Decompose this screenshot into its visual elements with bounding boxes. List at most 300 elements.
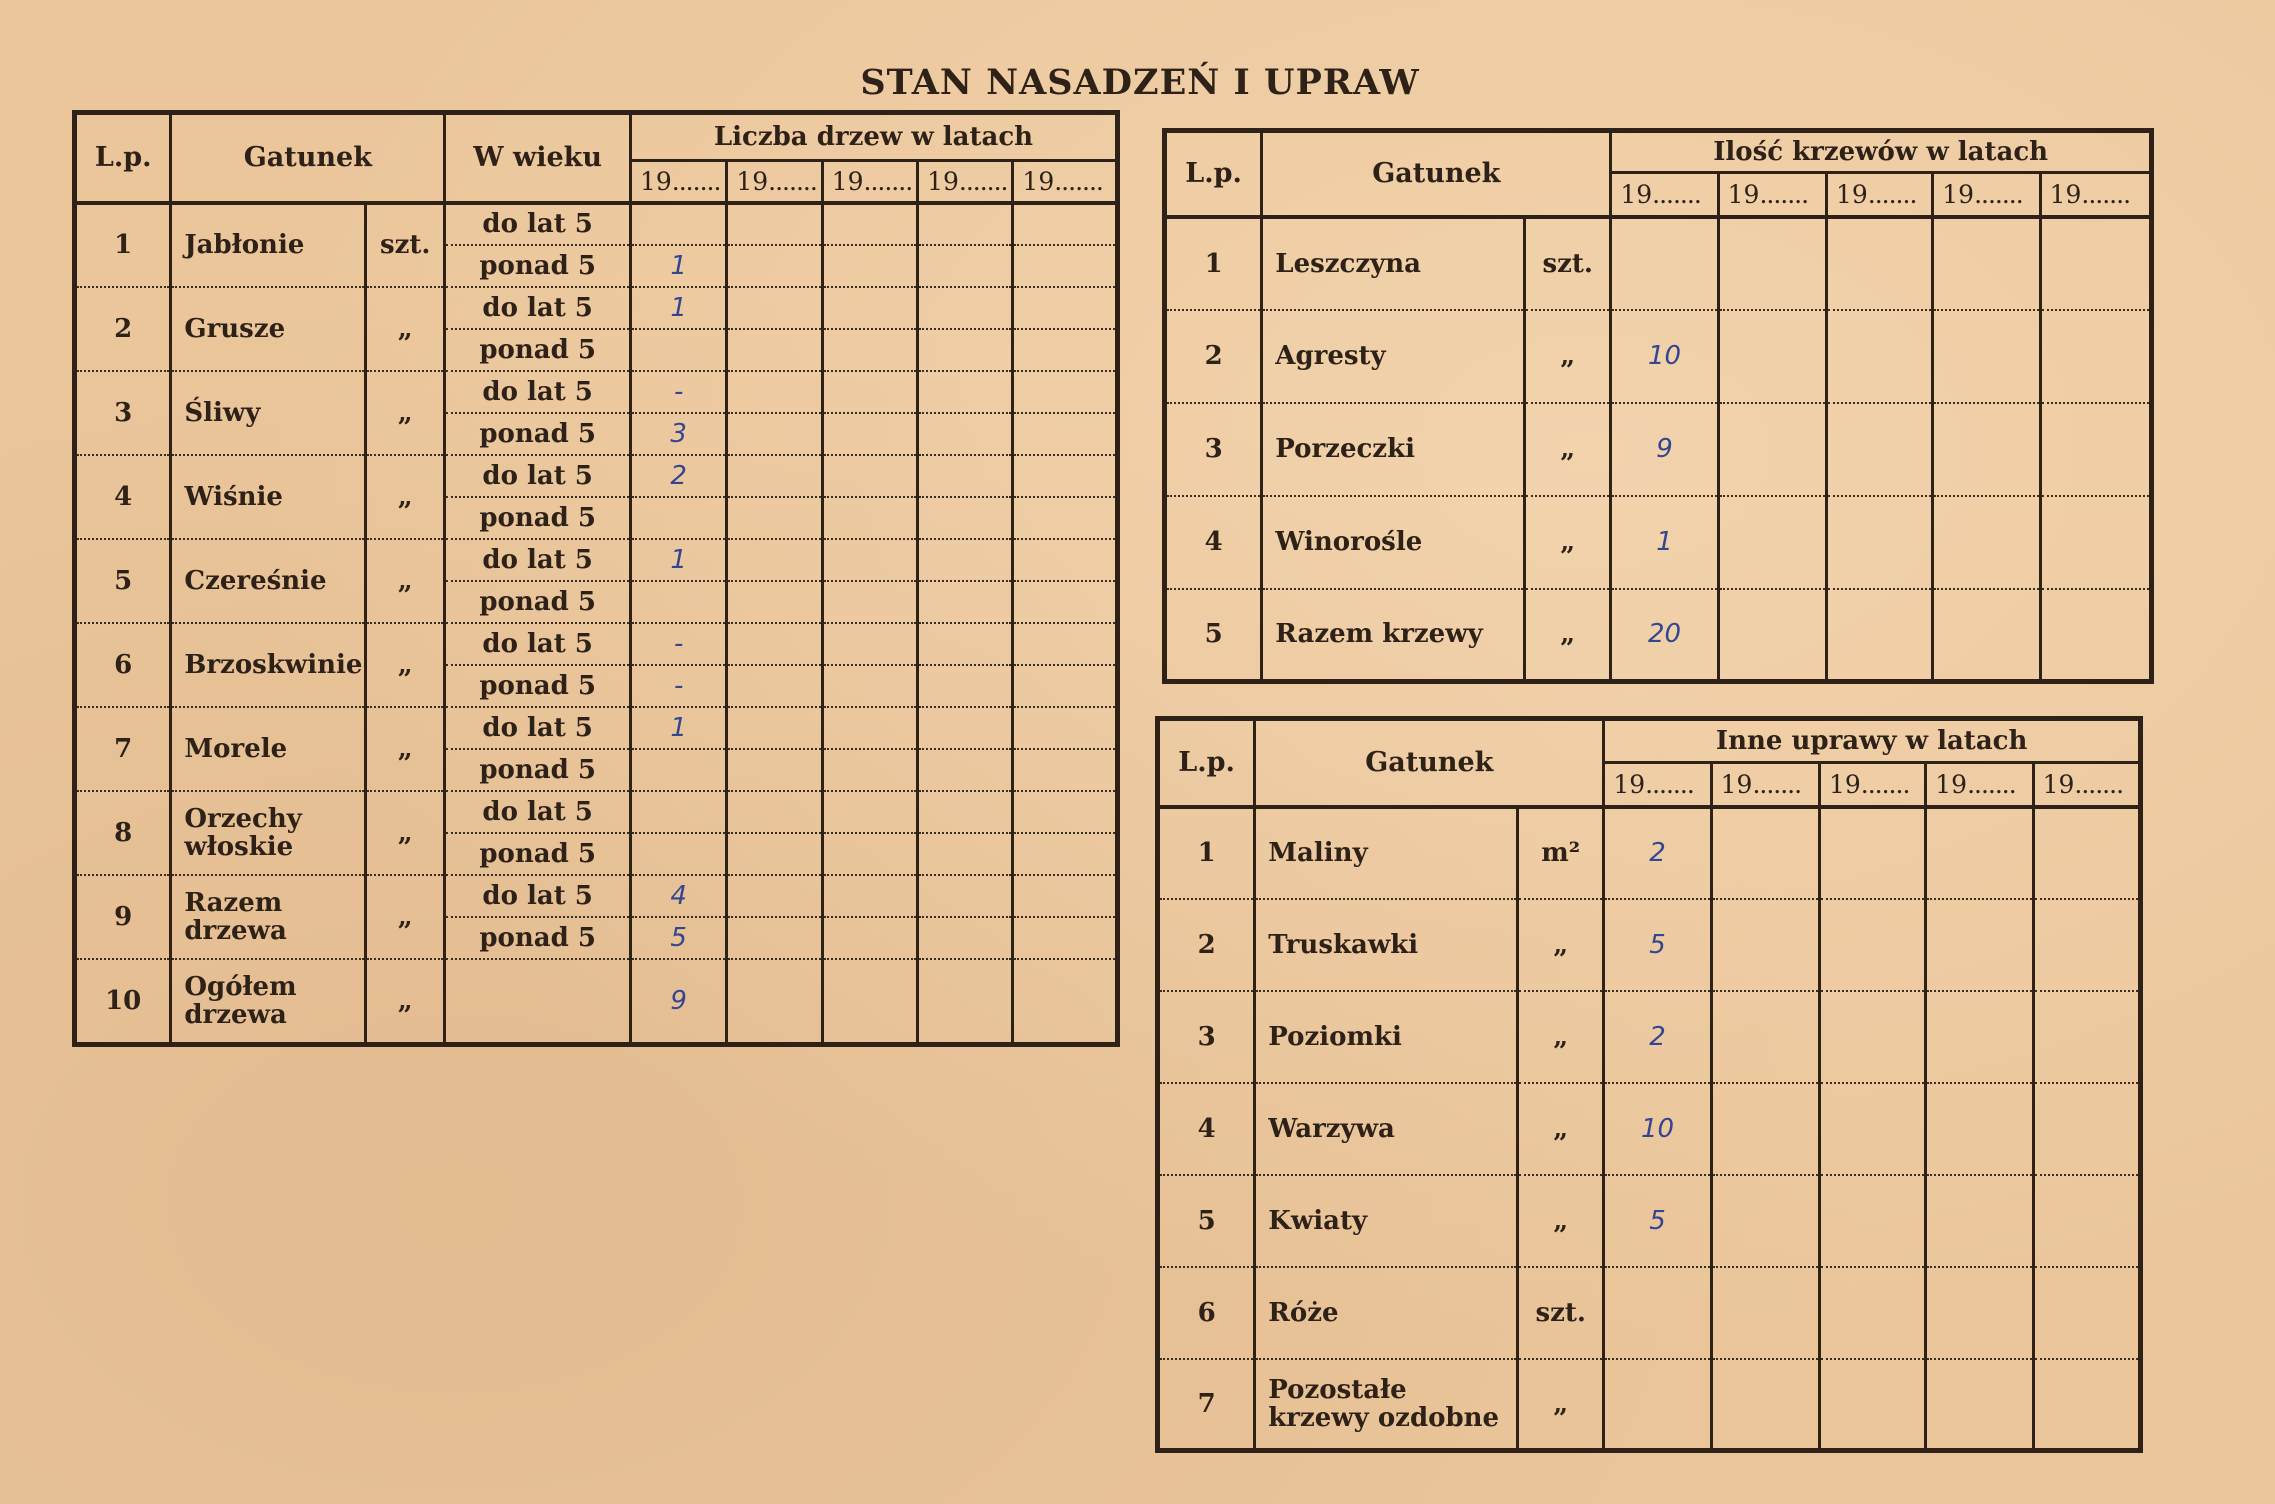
value-cell [727,707,822,749]
unit-label: „ [1525,403,1611,496]
species-name: Poziomki [1255,991,1518,1083]
value-cell [918,539,1013,581]
unit-label: „ [366,287,445,371]
row-number: 4 [75,455,171,539]
value-cell [727,875,822,917]
value-cell [918,749,1013,791]
value-cell [822,539,917,581]
header-gatunek: Gatunek [1262,131,1611,217]
table-row [75,623,1118,665]
unit-label: „ [366,875,445,959]
value-cell [822,917,917,959]
year-cell: 19....... [1926,763,2033,807]
value-cell: 2 [630,455,726,497]
value-cell [1013,539,1118,581]
value-cell: 9 [630,959,726,1045]
value-cell [1711,1083,1819,1175]
value-cell [918,245,1013,287]
age-label: do lat 5 [445,371,631,413]
value-cell [727,455,822,497]
row-number: 4 [1158,1083,1255,1175]
value-cell: 1 [630,707,726,749]
value-cell [1013,959,1118,1045]
species-name: Czereśnie [171,539,366,623]
species-name: Leszczyna [1262,217,1525,310]
value-cell: - [630,623,726,665]
value-cell [1013,749,1118,791]
table-row [1165,217,2152,310]
value-cell [822,287,917,329]
value-cell [630,791,726,833]
value-cell [1718,217,1826,310]
table-row [1158,899,2141,991]
value-cell [1826,310,1932,403]
row-number: 3 [75,371,171,455]
value-cell [918,917,1013,959]
value-cell [1013,287,1118,329]
value-cell [1933,496,2040,589]
value-cell [1926,807,2033,899]
value-cell [1013,917,1118,959]
value-cell [1819,899,1925,991]
age-label: do lat 5 [445,287,631,329]
species-name: Ogółem drzewa [171,959,366,1045]
table-row [1165,310,2152,403]
age-label: do lat 5 [445,707,631,749]
value-cell [918,623,1013,665]
value-cell [1013,875,1118,917]
value-cell: 5 [1604,1175,1711,1267]
value-cell [1611,217,1718,310]
value-cell [727,203,822,245]
value-cell [1711,807,1819,899]
value-cell [2033,991,2140,1083]
value-cell [1013,203,1118,245]
value-cell [918,581,1013,623]
value-cell [727,245,822,287]
value-cell [1711,1267,1819,1359]
year-prefix: 19 [1828,769,1861,799]
value-cell: 10 [1611,310,1718,403]
value-cell [822,203,917,245]
value-cell [2033,1359,2140,1451]
value-cell [2040,496,2151,589]
table-row [75,455,1118,497]
age-label: do lat 5 [445,539,631,581]
value-cell: 1 [1611,496,1718,589]
age-label: ponad 5 [445,329,631,371]
table-row [75,707,1118,749]
value-cell: 3 [630,413,726,455]
value-cell [727,287,822,329]
year-cell: 19....... [1013,161,1118,203]
unit-label: „ [366,371,445,455]
species-name: Wiśnie [171,455,366,539]
species-name: Agresty [1262,310,1525,403]
year-prefix: 19 [1620,179,1653,209]
value-cell [822,581,917,623]
table-row [75,203,1118,245]
year-cell: 19....... [1718,173,1826,217]
value-cell [1826,496,1932,589]
table-row [75,371,1118,413]
value-cell [918,707,1013,749]
crops-table [1155,716,2143,1453]
species-name: Truskawki [1255,899,1518,991]
value-cell [727,329,822,371]
page-title: STAN NASADZEŃ I UPRAW [860,62,1420,103]
value-cell [918,791,1013,833]
header-group: Liczba drzew w latach [630,113,1117,161]
row-number: 4 [1165,496,1262,589]
value-cell [630,833,726,875]
species-name: Razem krzewy [1262,589,1525,682]
value-cell [822,875,917,917]
value-cell [1933,217,2040,310]
row-number: 9 [75,875,171,959]
table-row [75,791,1118,833]
value-cell: 10 [1604,1083,1711,1175]
value-cell [1819,991,1925,1083]
year-cell: 19....... [727,161,822,203]
value-cell [1013,497,1118,539]
value-cell [1013,833,1118,875]
value-cell [822,497,917,539]
value-cell [630,329,726,371]
year-prefix: 19 [1942,179,1975,209]
header-wiek: W wieku [445,113,631,203]
header-group: Ilość krzewów w latach [1611,131,2152,173]
value-cell [727,833,822,875]
header-gatunek: Gatunek [1255,719,1604,807]
year-cell: 19....... [918,161,1013,203]
unit-label: „ [1518,899,1604,991]
species-name: Pozostałe krzewy ozdobne [1255,1359,1518,1451]
value-cell [918,875,1013,917]
row-number: 1 [1158,807,1255,899]
unit-label: „ [1525,589,1611,682]
value-cell [1826,403,1932,496]
year-cell: 19....... [630,161,726,203]
value-cell [1926,1175,2033,1267]
species-name: Porzeczki [1262,403,1525,496]
value-cell: 1 [630,287,726,329]
value-cell [2033,1175,2140,1267]
value-cell: - [630,665,726,707]
unit-label: szt. [1525,217,1611,310]
value-cell [822,791,917,833]
value-cell [822,665,917,707]
table-row [1158,1083,2141,1175]
row-number: 7 [75,707,171,791]
value-cell [727,497,822,539]
value-cell [1711,899,1819,991]
table-row [1158,1267,2141,1359]
value-cell [918,329,1013,371]
year-cell: 19....... [2033,763,2140,807]
value-cell [1604,1359,1711,1451]
unit-label: „ [366,539,445,623]
year-cell: 19....... [1819,763,1925,807]
value-cell [822,413,917,455]
table-row [1165,589,2152,682]
age-label: ponad 5 [445,917,631,959]
header-lp: L.p. [75,113,171,203]
table-row [1158,991,2141,1083]
year-cell: 19....... [1604,763,1711,807]
value-cell: 2 [1604,991,1711,1083]
unit-label: „ [366,455,445,539]
value-cell [727,539,822,581]
value-cell [1711,1175,1819,1267]
unit-label: „ [1518,1359,1604,1451]
row-number: 10 [75,959,171,1045]
value-cell [727,791,822,833]
value-cell [2040,589,2151,682]
value-cell [727,959,822,1045]
row-number: 1 [1165,217,1262,310]
value-cell [727,371,822,413]
year-cell: 19....... [1611,173,1718,217]
header-group: Inne uprawy w latach [1604,719,2141,763]
shrubs-table [1162,128,2154,684]
value-cell [1013,581,1118,623]
value-cell [630,581,726,623]
trees-table [72,110,1120,1047]
value-cell [727,665,822,707]
value-cell [1013,329,1118,371]
value-cell [918,497,1013,539]
value-cell [822,455,917,497]
year-prefix: 19 [927,166,959,196]
value-cell [1926,1267,2033,1359]
value-cell [1819,1175,1925,1267]
unit-label: „ [366,959,445,1045]
year-cell: 19....... [822,161,917,203]
header-gatunek: Gatunek [171,113,445,203]
value-cell [727,413,822,455]
table-row [75,539,1118,581]
header-lp: L.p. [1165,131,1262,217]
age-label: do lat 5 [445,623,631,665]
value-cell: 1 [630,539,726,581]
value-cell [1933,310,2040,403]
value-cell [1926,1359,2033,1451]
year-prefix: 19 [736,166,769,196]
value-cell [918,371,1013,413]
unit-label: szt. [1518,1267,1604,1359]
value-cell [630,497,726,539]
year-prefix: 19 [2049,179,2082,209]
value-cell: 1 [630,245,726,287]
value-cell [2033,899,2140,991]
row-number: 1 [75,203,171,287]
total-row [75,959,1118,1045]
value-cell [1819,1359,1925,1451]
age-label: ponad 5 [445,665,631,707]
row-number: 5 [75,539,171,623]
table-row [1165,496,2152,589]
value-cell [1013,413,1118,455]
value-cell [1604,1267,1711,1359]
value-cell [1826,217,1932,310]
value-cell [1718,589,1826,682]
age-label: do lat 5 [445,455,631,497]
species-name: Jabłonie [171,203,366,287]
value-cell [630,203,726,245]
value-cell [727,749,822,791]
year-cell: 19....... [1711,763,1819,807]
value-cell [2033,1267,2140,1359]
value-cell [918,203,1013,245]
age-label: ponad 5 [445,413,631,455]
year-prefix: 19 [2042,769,2075,799]
year-cell: 19....... [1933,173,2040,217]
row-number: 6 [1158,1267,1255,1359]
table-row [1158,1359,2141,1451]
value-cell [1718,310,1826,403]
value-cell [918,455,1013,497]
value-cell [727,581,822,623]
value-cell [2040,310,2151,403]
row-number: 8 [75,791,171,875]
value-cell [918,413,1013,455]
age-label: do lat 5 [445,203,631,245]
value-cell [1711,991,1819,1083]
year-cell: 19....... [1826,173,1932,217]
age-label: ponad 5 [445,497,631,539]
value-cell [2040,403,2151,496]
age-label: do lat 5 [445,791,631,833]
value-cell: - [630,371,726,413]
row-number: 2 [1165,310,1262,403]
year-prefix: 19 [831,166,864,196]
row-number: 3 [1165,403,1262,496]
species-name: Maliny [1255,807,1518,899]
value-cell [1933,589,2040,682]
value-cell [1826,589,1932,682]
age-label: ponad 5 [445,749,631,791]
value-cell [822,707,917,749]
value-cell [727,917,822,959]
species-name: Kwiaty [1255,1175,1518,1267]
value-cell [822,833,917,875]
value-cell [1718,403,1826,496]
table-row [1158,807,2141,899]
value-cell [727,623,822,665]
value-cell [1819,1267,1925,1359]
header-lp: L.p. [1158,719,1255,807]
unit-label: „ [1525,310,1611,403]
value-cell [1711,1359,1819,1451]
value-cell [1013,455,1118,497]
year-prefix: 19 [639,166,672,196]
unit-label: „ [366,623,445,707]
year-prefix: 19 [1613,769,1646,799]
year-prefix: 19 [1720,769,1753,799]
year-prefix: 19 [1022,166,1055,196]
row-number: 5 [1165,589,1262,682]
value-cell [918,959,1013,1045]
table-row [1158,1175,2141,1267]
year-cell: 19....... [2040,173,2151,217]
row-number: 2 [1158,899,1255,991]
value-cell [1013,623,1118,665]
value-cell: 9 [1611,403,1718,496]
value-cell [2033,1083,2140,1175]
row-number: 2 [75,287,171,371]
unit-label: m² [1518,807,1604,899]
species-name: Winorośle [1262,496,1525,589]
year-prefix: 19 [1727,179,1760,209]
species-name: Grusze [171,287,366,371]
row-number: 6 [75,623,171,707]
value-cell [918,833,1013,875]
value-cell [822,371,917,413]
row-number: 7 [1158,1359,1255,1451]
value-cell [1013,245,1118,287]
value-cell: 5 [1604,899,1711,991]
value-cell [1926,991,2033,1083]
value-cell [1933,403,2040,496]
age-label: ponad 5 [445,245,631,287]
species-name: Morele [171,707,366,791]
species-name: Razem drzewa [171,875,366,959]
age-label: do lat 5 [445,875,631,917]
age-label: ponad 5 [445,833,631,875]
value-cell [918,287,1013,329]
value-cell [1013,707,1118,749]
value-cell [1013,665,1118,707]
value-cell [1013,371,1118,413]
value-cell [822,245,917,287]
unit-label: „ [366,707,445,791]
row-number: 3 [1158,991,1255,1083]
species-name: Brzoskwinie [171,623,366,707]
row-number: 5 [1158,1175,1255,1267]
value-cell [1926,899,2033,991]
table-row [75,287,1118,329]
table-row [75,875,1118,917]
value-cell: 20 [1611,589,1718,682]
value-cell [1926,1083,2033,1175]
unit-label: „ [1525,496,1611,589]
unit-label: „ [1518,1175,1604,1267]
age-label [445,959,631,1045]
species-name: Orzechy włoskie [171,791,366,875]
unit-label: „ [366,791,445,875]
value-cell: 2 [1604,807,1711,899]
value-cell [1819,807,1925,899]
value-cell: 5 [630,917,726,959]
value-cell [2040,217,2151,310]
value-cell [2033,807,2140,899]
unit-label: szt. [366,203,445,287]
year-prefix: 19 [1835,179,1868,209]
value-cell [822,959,917,1045]
value-cell [822,749,917,791]
unit-label: „ [1518,991,1604,1083]
value-cell [1013,791,1118,833]
value-cell [1718,496,1826,589]
age-label: ponad 5 [445,581,631,623]
year-prefix: 19 [1935,769,1968,799]
table-row [1165,403,2152,496]
species-name: Warzywa [1255,1083,1518,1175]
value-cell [1819,1083,1925,1175]
species-name: Róże [1255,1267,1518,1359]
value-cell: 4 [630,875,726,917]
